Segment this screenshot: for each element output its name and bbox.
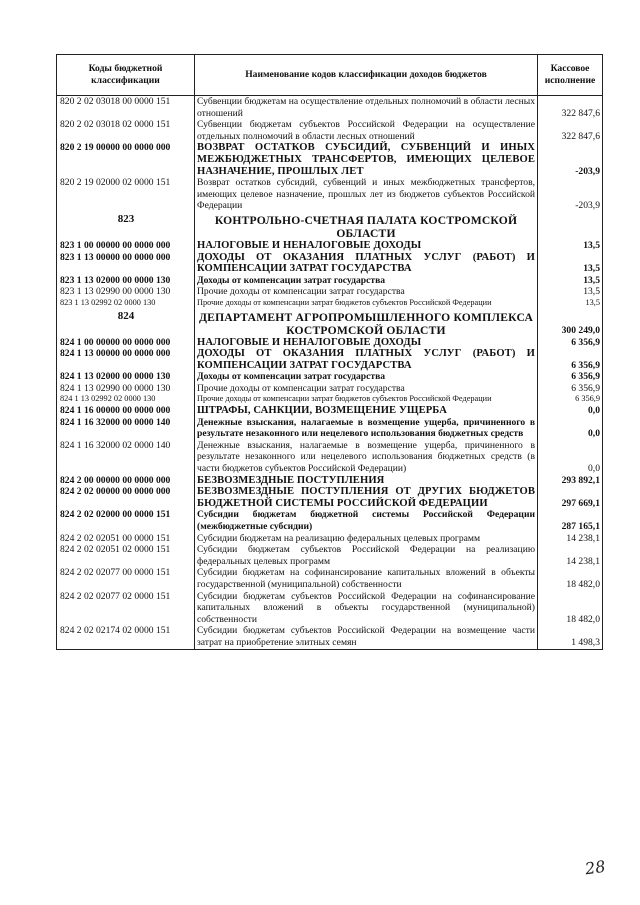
section-code: 823 [57,212,195,240]
table-row [57,509,603,532]
row-code: 823 1 13 02000 00 0000 130 [57,275,195,287]
row-code: 824 1 13 02990 00 0000 130 [57,383,195,395]
row-name: Субсидии бюджетам на софинансирование капитальных вложений в объекты государственной (муниципальной) собственности [195,567,538,590]
row-name: БЕЗВОЗМЕЗДНЫЕ ПОСТУПЛЕНИЯ ОТ ДРУГИХ БЮДЖЕТОВ БЮДЖЕТНОЙ СИСТЕМЫ РОССИЙСКОЙ ФЕДЕРАЦИИ [195,486,538,509]
section-title: ДЕПАРТАМЕНТ АГРОПРОМЫШЛЕННОГО КОМПЛЕКСА КОСТРОМСКОЙ ОБЛАСТИ [195,309,538,337]
row-code: 824 1 13 00000 00 0000 000 [57,348,195,371]
header-amount: Кассовое исполнение [538,55,603,96]
row-amount: -203,9 [538,142,603,177]
row-name: Прочие доходы от компенсации затрат государства [195,383,538,395]
row-name: Прочие доходы от компенсации затрат бюджетов субъектов Российской Федерации [195,298,538,309]
row-code: 824 2 02 02051 00 0000 151 [57,533,195,545]
section-amount: 300 249,0 [538,309,603,337]
row-name: НАЛОГОВЫЕ И НЕНАЛОГОВЫЕ ДОХОДЫ [195,337,538,349]
row-code: 820 2 02 03018 02 0000 151 [57,119,195,142]
row-amount: 13,5 [538,252,603,275]
row-amount: 13,5 [538,298,603,309]
row-amount: 14 238,1 [538,544,603,567]
row-amount: 6 356,9 [538,394,603,405]
row-code: 820 2 19 02000 02 0000 151 [57,177,195,212]
row-name: Субсидии бюджетам субъектов Российской Федерации на возмещение части затрат на приобретение элитных семян [195,625,538,649]
table-row [57,371,603,383]
revenue-table [56,54,603,650]
table-row [57,475,603,487]
section-code: 824 [57,309,195,337]
table-row [57,394,603,405]
row-code: 823 1 00 00000 00 0000 000 [57,240,195,252]
row-amount: 297 669,1 [538,486,603,509]
row-code: 824 2 02 02077 02 0000 151 [57,591,195,626]
row-name: Субсидии бюджетам на реализацию федеральных целевых программ [195,533,538,545]
header-code: Коды бюджетной классификации [57,55,195,96]
table-row [57,625,603,649]
section-title: КОНТРОЛЬНО-СЧЕТНАЯ ПАЛАТА КОСТРОМСКОЙ ОБЛАСТИ [195,212,538,240]
row-name: ДОХОДЫ ОТ ОКАЗАНИЯ ПЛАТНЫХ УСЛУГ (РАБОТ) И КОМПЕНСАЦИИ ЗАТРАТ ГОСУДАРСТВА [195,252,538,275]
row-name: Субсидии бюджетам бюджетной системы Российской Федерации (межбюджетные субсидии) [195,509,538,532]
row-amount: 6 356,9 [538,337,603,349]
table-row [57,337,603,349]
table-row [57,252,603,275]
row-name: Субсидии бюджетам субъектов Российской Федерации на реализацию федеральных целевых программ [195,544,538,567]
row-code: 823 1 13 00000 00 0000 000 [57,252,195,275]
row-amount: 18 482,0 [538,591,603,626]
row-amount: 13,5 [538,275,603,287]
row-code: 824 1 13 02000 00 0000 130 [57,371,195,383]
row-name: Денежные взыскания, налагаемые в возмещение ущерба, причиненного в результате незаконного или нецелевого использования бюджетных средств (в части бюджетов субъектов Российской Федерации) [195,440,538,475]
table-row [57,383,603,395]
row-code: 824 1 13 02992 02 0000 130 [57,394,195,405]
row-amount: 1 498,3 [538,625,603,649]
table-header [57,55,603,96]
row-name: ШТРАФЫ, САНКЦИИ, ВОЗМЕЩЕНИЕ УЩЕРБА [195,405,538,417]
row-code: 824 2 00 00000 00 0000 000 [57,475,195,487]
row-name: Субвенции бюджетам на осуществление отдельных полномочий в области лесных отношений [195,96,538,120]
row-name: Прочие доходы от компенсации затрат бюджетов субъектов Российской Федерации [195,394,538,405]
row-amount: 6 356,9 [538,371,603,383]
header-name: Наименование кодов классификации доходов бюджетов [195,55,538,96]
table-row [57,486,603,509]
table-row [57,591,603,626]
row-code: 824 1 16 32000 02 0000 140 [57,440,195,475]
row-name: Денежные взыскания, налагаемые в возмещение ущерба, причиненного в результате незаконного или нецелевого использования бюджетных средств [195,417,538,440]
table-row [57,119,603,142]
table-row [57,533,603,545]
section-amount [538,212,603,240]
row-amount: 322 847,6 [538,119,603,142]
row-name: Доходы от компенсации затрат государства [195,275,538,287]
row-amount: 6 356,9 [538,383,603,395]
row-amount: 18 482,0 [538,567,603,590]
row-code: 824 1 16 32000 00 0000 140 [57,417,195,440]
row-code: 824 2 02 02000 00 0000 151 [57,509,195,532]
row-amount: 0,0 [538,405,603,417]
section-row [57,212,603,240]
revenue-table-sheet [56,54,602,650]
row-code: 824 2 02 00000 00 0000 000 [57,486,195,509]
table-row [57,286,603,298]
row-amount: 0,0 [538,417,603,440]
table-row [57,96,603,120]
table-row [57,440,603,475]
row-amount: 287 165,1 [538,509,603,532]
section-row [57,309,603,337]
row-name: Прочие доходы от компенсации затрат государства [195,286,538,298]
row-name: ДОХОДЫ ОТ ОКАЗАНИЯ ПЛАТНЫХ УСЛУГ (РАБОТ) И КОМПЕНСАЦИИ ЗАТРАТ ГОСУДАРСТВА [195,348,538,371]
row-name: Возврат остатков субсидий, субвенций и иных межбюджетных трансфертов, имеющих целевое назначение, прошлых лет из бюджетов субъектов Российской Федерации [195,177,538,212]
table-row [57,567,603,590]
table-row [57,298,603,309]
table-row [57,544,603,567]
row-name: ВОЗВРАТ ОСТАТКОВ СУБСИДИЙ, СУБВЕНЦИЙ И ИНЫХ МЕЖБЮДЖЕТНЫХ ТРАНСФЕРТОВ, ИМЕЮЩИХ ЦЕЛЕВОЕ НАЗНАЧЕНИЕ, ПРОШЛЫХ ЛЕТ [195,142,538,177]
row-name: НАЛОГОВЫЕ И НЕНАЛОГОВЫЕ ДОХОДЫ [195,240,538,252]
row-name: Субсидии бюджетам субъектов Российской Федерации на софинансирование капитальных вложений в объекты государственной (муниципальной) собственности [195,591,538,626]
page-number: 28 [583,856,607,879]
row-code: 824 2 02 02174 02 0000 151 [57,625,195,649]
table-row [57,417,603,440]
row-name: БЕЗВОЗМЕЗДНЫЕ ПОСТУПЛЕНИЯ [195,475,538,487]
table-row [57,240,603,252]
row-amount: 322 847,6 [538,96,603,120]
row-code: 824 1 00 00000 00 0000 000 [57,337,195,349]
table-row [57,405,603,417]
row-code: 824 2 02 02051 02 0000 151 [57,544,195,567]
table-row [57,348,603,371]
row-code: 823 1 13 02990 00 0000 130 [57,286,195,298]
table-row [57,142,603,177]
row-amount: -203,9 [538,177,603,212]
row-amount: 13,5 [538,286,603,298]
row-code: 824 1 16 00000 00 0000 000 [57,405,195,417]
row-amount: 13,5 [538,240,603,252]
row-code: 823 1 13 02992 02 0000 130 [57,298,195,309]
table-row [57,177,603,212]
row-amount: 6 356,9 [538,348,603,371]
row-name: Доходы от компенсации затрат государства [195,371,538,383]
row-code: 820 2 02 03018 00 0000 151 [57,96,195,120]
table-row [57,275,603,287]
row-code: 824 2 02 02077 00 0000 151 [57,567,195,590]
row-amount: 14 238,1 [538,533,603,545]
row-code: 820 2 19 00000 00 0000 000 [57,142,195,177]
row-name: Субвенции бюджетам субъектов Российской Федерации на осуществление отдельных полномочий в области лесных отношений [195,119,538,142]
row-amount: 0,0 [538,440,603,475]
row-amount: 293 892,1 [538,475,603,487]
